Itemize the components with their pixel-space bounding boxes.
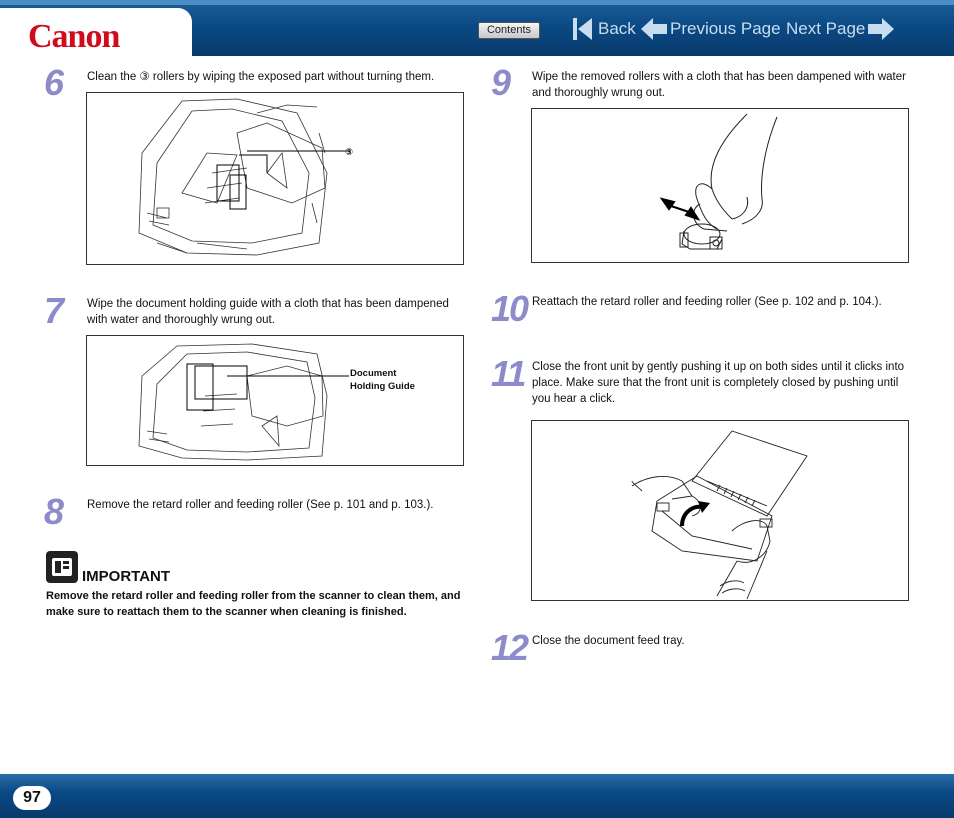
important-title: IMPORTANT <box>82 568 171 585</box>
wiping-roller-illustration <box>532 109 908 262</box>
important-icon <box>46 551 78 583</box>
arrow-right-icon <box>867 15 895 43</box>
step-7-text: Wipe the document holding guide with a cloth that has been dampened with water and thoroughly wrung out. <box>87 298 449 326</box>
step-6-number: 6 <box>44 62 63 103</box>
canon-logo: Canon <box>28 18 120 55</box>
roller-callout: ③ <box>345 147 354 158</box>
contents-button[interactable]: Contents <box>478 22 540 39</box>
step-12-text: Close the document feed tray. <box>532 635 685 647</box>
step-10-text: Reattach the retard roller and feeding roller (See p. 102 and p. 104.). <box>532 296 882 308</box>
scanner-rollers-illustration <box>87 93 463 264</box>
previous-page-label: Previous Page <box>670 19 781 38</box>
step-11-text: Close the front unit by gently pushing it up on both sides until it clicks into place. Make sure that the front unit is completely closed by pushing until you hear a click. <box>532 361 905 405</box>
step-11-number: 11 <box>491 353 525 394</box>
step-11-figure <box>531 420 909 601</box>
back-button[interactable] <box>572 14 636 44</box>
arrow-left-icon <box>640 15 668 43</box>
next-page-button[interactable] <box>786 14 895 44</box>
header-stripe <box>0 0 954 5</box>
callout-line-1: Document <box>350 368 397 379</box>
previous-page-button[interactable] <box>640 14 781 44</box>
step-6-figure <box>86 92 464 265</box>
hand-warning-icon <box>46 551 78 583</box>
step-9-number: 9 <box>491 62 510 103</box>
step-6-text: Clean the ③ rollers by wiping the exposed part without turning them. <box>87 71 435 83</box>
step-7-figure <box>86 335 464 466</box>
closing-front-unit-illustration <box>532 421 908 600</box>
logo-tab <box>0 8 192 56</box>
page-number: 97 <box>13 786 51 810</box>
footer-bar <box>0 774 954 818</box>
step-8-text: Remove the retard roller and feeding roller (See p. 101 and p. 103.). <box>87 499 434 511</box>
important-text: Remove the retard roller and feeding roller from the scanner to clean them, and make sure to reattach them to the scanner when cleaning is finished. <box>46 590 461 618</box>
step-12-number: 12 <box>491 627 528 668</box>
next-page-label: Next Page <box>786 19 866 38</box>
step-8-number: 8 <box>44 491 63 532</box>
step-10-number: 10 <box>491 288 528 329</box>
document-holding-guide-illustration <box>87 336 463 465</box>
back-icon <box>572 15 594 43</box>
step-9-text: Wipe the removed rollers with a cloth that has been dampened with water and thoroughly wrung out. <box>532 71 906 99</box>
header-bar <box>0 0 954 56</box>
step-7-number: 7 <box>44 290 63 331</box>
document-holding-guide-callout <box>350 367 415 393</box>
back-label: Back <box>598 19 636 38</box>
callout-line-2: Holding Guide <box>350 381 415 392</box>
step-9-figure <box>531 108 909 263</box>
